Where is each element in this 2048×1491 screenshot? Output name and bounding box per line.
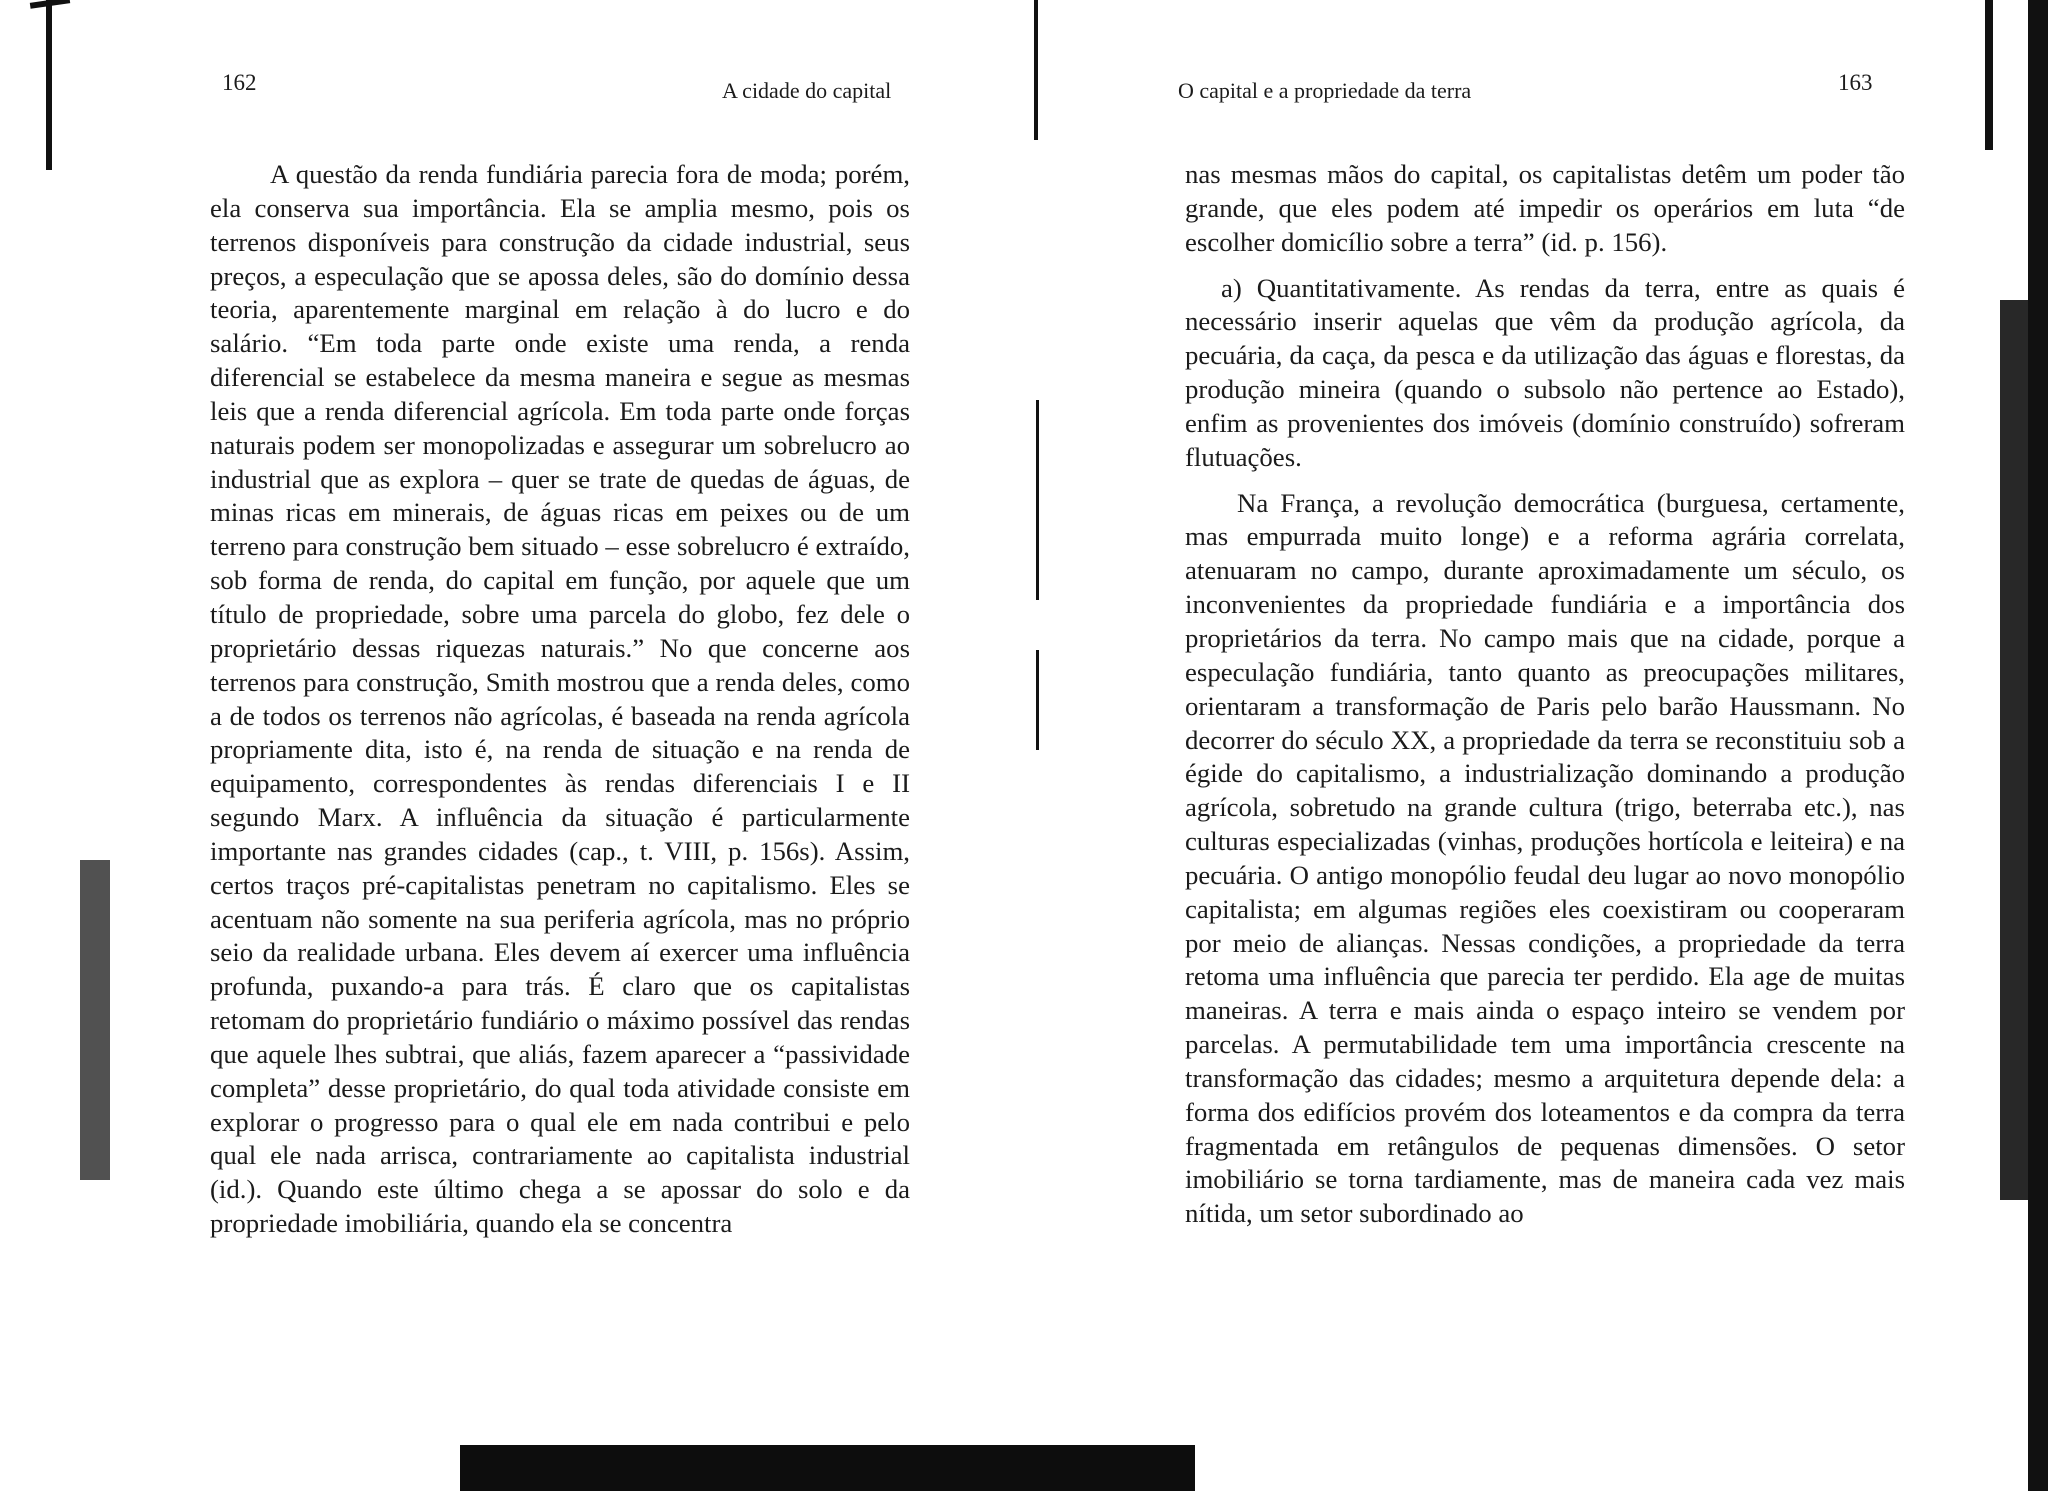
body-text [1185, 158, 1905, 1231]
paragraph: nas mesmas mãos do capital, os capitalistas detêm um poder tão grande, que eles podem até impedir os operários em luta “de escolher domicílio sobre a terra” (id. p. 156). [1185, 159, 1905, 257]
page-number: 163 [1838, 70, 1873, 95]
right-page [1030, 0, 2048, 1491]
paragraph: a) Quantitativamente. As rendas da terra, entre as quais é necessário inserir aquelas que vêm da produção agrícola, da pecuária, da caça, da pesca e da utilização das águas e florestas, da produção mineira (quando o subsolo não pertence ao Estado), enfim as provenientes dos imóveis (domínio construído) sofreram flutuações. [1185, 272, 1905, 472]
paragraph: Na França, a revolução democrática (burguesa, certamente, mas empurrada muito longe) e a reforma agrária correlata, atenuaram no campo, durante aproximadamente um século, os inconvenientes da propriedade fundiária e a importância dos proprietários da terra. No campo mais que na cidade, porque a especulação fundiária, tanto quanto as preocupações militares, orientaram a transformação de Paris pelo barão Haussmann. No decorrer do século XX, a propriedade da terra se reconstituiu sob a égide do capitalismo, a industrialização dominando a produção agrícola, sobretudo na grande cultura (trigo, beterraba etc.), nas culturas especializadas (vinhas, produções hortícola e leiteira) e na pecuária. O antigo monopólio feudal deu lugar ao novo monopólio capitalista; em algumas regiões eles coexistiram ou cooperaram por meio de alianças. Nessas condições, a propriedade da terra retoma uma influência que parecia ter perdido. Ela age de muitas maneiras. A terra e mais ainda o espaço inteiro se vendem por parcelas. A permutabilidade tem uma importância crescente na transformação das cidades; mesmo a arquitetura depende dela: a forma dos edifícios provém dos loteamentos e da compra da terra fragmentada em retângulos de pequenas dimensões. O setor imobiliário se torna tardiamente, mas de maneira cada vez mais nítida, um setor subordinado ao [1185, 487, 1905, 1229]
running-head: A cidade do capital [722, 78, 892, 103]
body-text [210, 158, 910, 1241]
running-head: O capital e a propriedade da terra [1178, 78, 1472, 103]
paragraph: A questão da renda fundiária parecia fora de moda; porém, ela conserva sua importância. Ela se amplia mesmo, pois os terrenos disponíveis para construção da cidade industrial, seus preços, a especulação que se apossa deles, são do domínio dessa teoria, aparentemente marginal em relação à do lucro e do salário. “Em toda parte onde existe uma renda, a renda diferencial se estabelece da mesma maneira e segue as mesmas leis que a renda diferencial agrícola. Em toda parte onde forças naturais podem ser monopolizadas e assegurar um sobrelucro ao industrial que as explora – quer se trate de quedas de águas, de minas ricas em minerais, de águas ricas em peixes ou de um terreno para construção bem situado – esse sobrelucro é extraído, sob forma de renda, do capital em função, por aquele que um título de propriedade, sobre uma parcela do globo, fez dele o proprietário dessas riquezas naturais.” No que concerne aos terrenos para construção, Smith mostrou que a renda deles, como a de todos os terrenos não agrícolas, é baseada na renda agrícola propriamente dita, isto é, na renda de situação e na renda de equipamento, correspondentes às rendas diferenciais I e II segundo Marx. A influência da situação é particularmente importante nas grandes cidades (cap., t. VIII, p. 156s). Assim, certos traços pré-capitalistas penetram no capitalismo. Eles se acentuam não somente na sua periferia agrícola, mas no próprio seio da realidade urbana. Eles devem aí exercer uma influência profunda, puxando-a para trás. É claro que os capitalistas retomam do proprietário fundiário o máximo possível das rendas que aquele lhes subtrai, que aliás, fazem aparecer a “passividade completa” desse proprietário, do qual toda atividade consiste em explorar o progresso para o qual ele em nada contribui e pelo qual ele nada arrisca, contrariamente ao capitalista industrial (id.). Quando este último chega a se apossar do solo e da propriedade imobiliária, quando ela se concentra [210, 159, 910, 1239]
page-number: 162 [222, 70, 257, 95]
